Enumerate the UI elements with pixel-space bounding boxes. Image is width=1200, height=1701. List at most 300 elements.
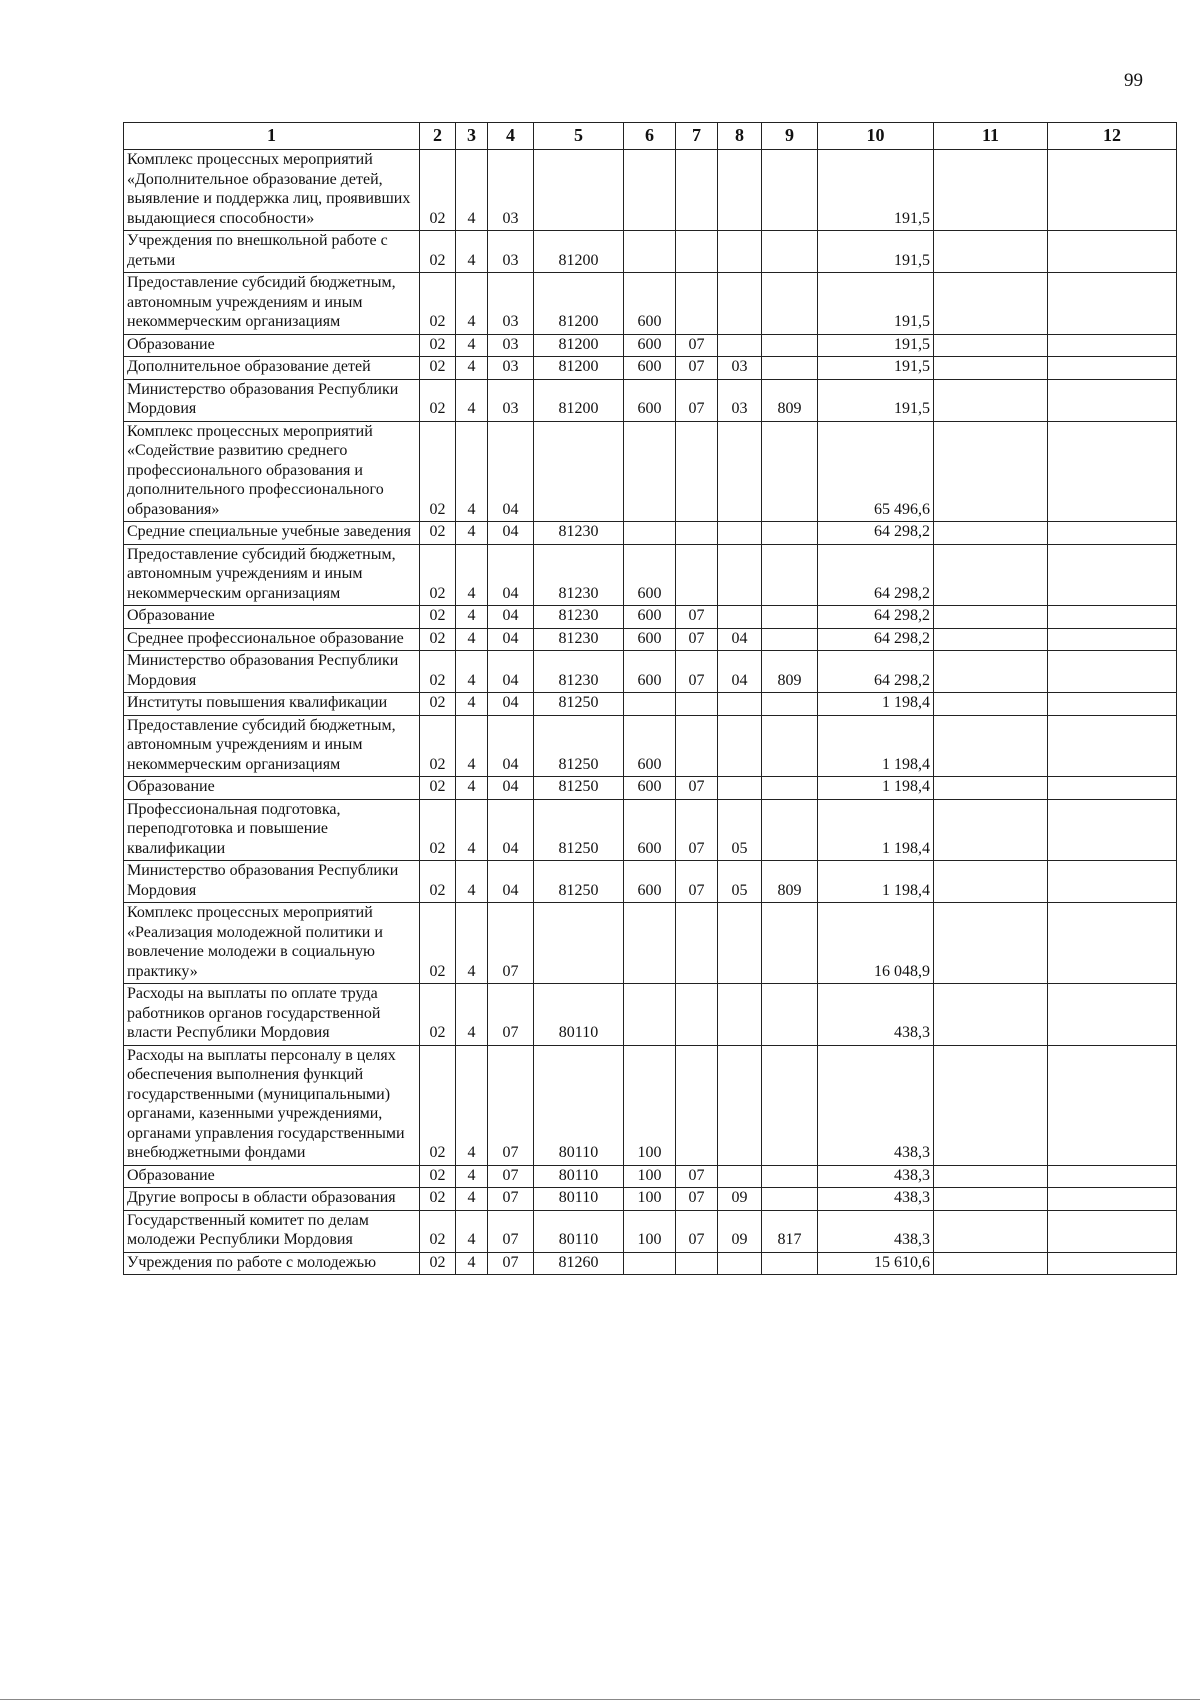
row-value-cell	[718, 1252, 762, 1275]
header-cell: 2	[420, 123, 456, 150]
row-value-cell	[676, 273, 718, 335]
row-value-cell: 07	[676, 799, 718, 861]
header-cell: 4	[488, 123, 534, 150]
row-name-cell: Расходы на выплаты персоналу в целях обеспечения выполнения функций государственными (муниципальными) органами, казенными учреждениями, органами управления государственными внебюджетными фондами	[124, 1045, 420, 1165]
row-value-cell: 600	[624, 606, 676, 629]
row-value-cell: 191,5	[818, 231, 934, 273]
row-value-cell	[762, 799, 818, 861]
row-value-cell: 438,3	[818, 1188, 934, 1211]
row-value-cell: 07	[676, 1210, 718, 1252]
row-value-cell: 81200	[534, 379, 624, 421]
row-value-cell: 02	[420, 903, 456, 984]
row-value-cell: 817	[762, 1210, 818, 1252]
row-value-cell	[934, 693, 1048, 716]
row-value-cell	[934, 357, 1048, 380]
row-value-cell: 16 048,9	[818, 903, 934, 984]
row-value-cell	[1048, 651, 1177, 693]
header-cell: 7	[676, 123, 718, 150]
row-value-cell	[1048, 379, 1177, 421]
row-name-cell: Образование	[124, 334, 420, 357]
row-value-cell: 09	[718, 1210, 762, 1252]
row-value-cell	[762, 1165, 818, 1188]
row-value-cell	[1048, 1210, 1177, 1252]
row-name-cell: Расходы на выплаты по оплате труда работников органов государственной власти Республики Мордовия	[124, 984, 420, 1046]
table-row	[124, 522, 1177, 545]
row-value-cell: 04	[488, 693, 534, 716]
row-value-cell	[762, 1045, 818, 1165]
row-value-cell: 4	[456, 799, 488, 861]
table-row	[124, 651, 1177, 693]
row-value-cell	[718, 522, 762, 545]
row-value-cell	[624, 693, 676, 716]
row-name-cell: Комплекс процессных мероприятий «Содействие развитию среднего профессионального образования и дополнительного профессионального образования»	[124, 421, 420, 522]
row-value-cell	[762, 421, 818, 522]
row-value-cell	[762, 903, 818, 984]
row-name-cell: Дополнительное образование детей	[124, 357, 420, 380]
row-value-cell: 04	[718, 651, 762, 693]
row-value-cell: 07	[488, 1165, 534, 1188]
row-name-cell: Министерство образования Республики Мордовия	[124, 379, 420, 421]
row-value-cell	[624, 231, 676, 273]
row-name-cell: Предоставление субсидий бюджетным, автономным учреждениям и иным некоммерческим организациям	[124, 544, 420, 606]
row-value-cell: 600	[624, 651, 676, 693]
row-value-cell	[676, 231, 718, 273]
row-value-cell: 600	[624, 861, 676, 903]
table-row	[124, 334, 1177, 357]
row-name-cell: Образование	[124, 606, 420, 629]
row-value-cell: 02	[420, 628, 456, 651]
row-value-cell: 81250	[534, 777, 624, 800]
table-row	[124, 861, 1177, 903]
row-value-cell	[934, 628, 1048, 651]
row-value-cell: 81230	[534, 544, 624, 606]
row-name-cell: Министерство образования Республики Мордовия	[124, 651, 420, 693]
header-cell: 9	[762, 123, 818, 150]
row-value-cell	[676, 544, 718, 606]
row-value-cell: 191,5	[818, 334, 934, 357]
row-value-cell: 02	[420, 651, 456, 693]
row-value-cell: 191,5	[818, 150, 934, 231]
row-value-cell	[934, 861, 1048, 903]
row-value-cell	[624, 421, 676, 522]
row-value-cell	[1048, 1188, 1177, 1211]
row-value-cell	[934, 903, 1048, 984]
row-value-cell	[718, 715, 762, 777]
row-value-cell: 81230	[534, 606, 624, 629]
row-value-cell	[676, 1045, 718, 1165]
row-value-cell: 02	[420, 799, 456, 861]
row-value-cell	[718, 421, 762, 522]
row-value-cell: 03	[718, 357, 762, 380]
row-value-cell: 1 198,4	[818, 693, 934, 716]
row-value-cell: 65 496,6	[818, 421, 934, 522]
header-cell: 1	[124, 123, 420, 150]
table-row	[124, 1045, 1177, 1165]
row-value-cell	[934, 1210, 1048, 1252]
row-value-cell	[934, 984, 1048, 1046]
row-value-cell: 07	[676, 1188, 718, 1211]
row-name-cell: Среднее профессиональное образование	[124, 628, 420, 651]
row-value-cell: 81250	[534, 693, 624, 716]
row-value-cell: 07	[488, 1210, 534, 1252]
row-value-cell: 100	[624, 1188, 676, 1211]
row-value-cell: 4	[456, 421, 488, 522]
row-value-cell	[1048, 1252, 1177, 1275]
row-value-cell: 07	[676, 777, 718, 800]
row-value-cell	[762, 150, 818, 231]
row-value-cell: 4	[456, 334, 488, 357]
row-value-cell	[1048, 1045, 1177, 1165]
table-row	[124, 357, 1177, 380]
row-value-cell	[718, 334, 762, 357]
row-value-cell	[676, 984, 718, 1046]
row-value-cell: 07	[488, 1045, 534, 1165]
row-value-cell	[534, 903, 624, 984]
row-value-cell: 1 198,4	[818, 715, 934, 777]
row-value-cell: 600	[624, 777, 676, 800]
row-value-cell: 03	[488, 357, 534, 380]
row-value-cell: 04	[488, 421, 534, 522]
row-value-cell: 04	[488, 777, 534, 800]
row-value-cell	[676, 421, 718, 522]
row-value-cell	[934, 544, 1048, 606]
row-value-cell: 04	[488, 861, 534, 903]
row-value-cell	[676, 693, 718, 716]
row-name-cell: Учреждения по работе с молодежью	[124, 1252, 420, 1275]
row-value-cell	[934, 1165, 1048, 1188]
row-value-cell: 02	[420, 861, 456, 903]
row-value-cell	[934, 777, 1048, 800]
row-value-cell: 02	[420, 231, 456, 273]
row-value-cell	[934, 651, 1048, 693]
row-value-cell: 600	[624, 334, 676, 357]
row-value-cell: 81260	[534, 1252, 624, 1275]
row-value-cell: 600	[624, 357, 676, 380]
row-name-cell: Образование	[124, 1165, 420, 1188]
row-value-cell: 07	[488, 1188, 534, 1211]
row-value-cell: 02	[420, 522, 456, 545]
table-row	[124, 1210, 1177, 1252]
header-row	[124, 123, 1177, 150]
table-row	[124, 715, 1177, 777]
row-value-cell: 809	[762, 861, 818, 903]
table-row	[124, 379, 1177, 421]
row-value-cell: 02	[420, 273, 456, 335]
row-value-cell	[1048, 693, 1177, 716]
row-value-cell: 07	[676, 357, 718, 380]
row-value-cell	[934, 273, 1048, 335]
row-value-cell: 4	[456, 984, 488, 1046]
row-value-cell: 4	[456, 150, 488, 231]
row-value-cell: 4	[456, 231, 488, 273]
row-value-cell	[934, 379, 1048, 421]
row-value-cell	[676, 1252, 718, 1275]
header-cell: 12	[1048, 123, 1177, 150]
row-value-cell: 64 298,2	[818, 544, 934, 606]
row-value-cell	[1048, 628, 1177, 651]
row-value-cell: 15 610,6	[818, 1252, 934, 1275]
row-name-cell: Институты повышения квалификации	[124, 693, 420, 716]
row-value-cell: 02	[420, 984, 456, 1046]
table-row	[124, 421, 1177, 522]
row-value-cell	[762, 357, 818, 380]
row-value-cell	[934, 1188, 1048, 1211]
row-name-cell: Средние специальные учебные заведения	[124, 522, 420, 545]
row-value-cell	[718, 903, 762, 984]
row-value-cell: 02	[420, 334, 456, 357]
row-name-cell: Предоставление субсидий бюджетным, автономным учреждениям и иным некоммерческим организациям	[124, 715, 420, 777]
page-number: 99	[1124, 70, 1143, 91]
row-value-cell	[934, 522, 1048, 545]
row-value-cell	[762, 715, 818, 777]
row-value-cell: 02	[420, 606, 456, 629]
row-value-cell	[1048, 421, 1177, 522]
row-value-cell	[762, 628, 818, 651]
row-value-cell: 02	[420, 544, 456, 606]
table-row	[124, 799, 1177, 861]
row-value-cell	[762, 1252, 818, 1275]
row-value-cell	[1048, 984, 1177, 1046]
row-value-cell: 4	[456, 715, 488, 777]
row-value-cell	[1048, 1165, 1177, 1188]
table-row	[124, 628, 1177, 651]
row-value-cell: 191,5	[818, 379, 934, 421]
row-value-cell: 02	[420, 693, 456, 716]
row-value-cell	[762, 693, 818, 716]
row-value-cell	[762, 334, 818, 357]
row-value-cell: 04	[488, 799, 534, 861]
row-value-cell	[718, 1045, 762, 1165]
row-value-cell: 02	[420, 379, 456, 421]
row-value-cell	[718, 606, 762, 629]
row-value-cell: 600	[624, 628, 676, 651]
row-value-cell: 4	[456, 693, 488, 716]
table-row	[124, 1252, 1177, 1275]
row-value-cell: 02	[420, 421, 456, 522]
row-value-cell	[934, 231, 1048, 273]
table-row	[124, 231, 1177, 273]
row-value-cell	[762, 984, 818, 1046]
row-value-cell	[762, 606, 818, 629]
header-cell: 8	[718, 123, 762, 150]
row-value-cell	[934, 1252, 1048, 1275]
row-value-cell: 03	[488, 379, 534, 421]
row-value-cell: 02	[420, 1045, 456, 1165]
row-value-cell	[1048, 861, 1177, 903]
row-value-cell: 02	[420, 1210, 456, 1252]
row-value-cell	[934, 606, 1048, 629]
header-cell: 11	[934, 123, 1048, 150]
row-value-cell	[1048, 150, 1177, 231]
row-value-cell	[1048, 777, 1177, 800]
row-value-cell: 1 198,4	[818, 777, 934, 800]
row-value-cell: 81230	[534, 651, 624, 693]
row-value-cell: 05	[718, 861, 762, 903]
row-value-cell: 02	[420, 1165, 456, 1188]
row-value-cell	[762, 273, 818, 335]
row-value-cell: 03	[718, 379, 762, 421]
row-value-cell: 191,5	[818, 357, 934, 380]
row-value-cell: 09	[718, 1188, 762, 1211]
header-cell: 3	[456, 123, 488, 150]
row-value-cell: 04	[718, 628, 762, 651]
row-value-cell: 191,5	[818, 273, 934, 335]
row-value-cell: 81230	[534, 628, 624, 651]
row-value-cell: 04	[488, 651, 534, 693]
row-value-cell	[762, 544, 818, 606]
row-value-cell: 600	[624, 715, 676, 777]
row-value-cell	[718, 1165, 762, 1188]
row-value-cell	[762, 231, 818, 273]
row-value-cell: 438,3	[818, 984, 934, 1046]
row-value-cell	[624, 150, 676, 231]
row-value-cell: 4	[456, 1165, 488, 1188]
row-value-cell	[934, 715, 1048, 777]
row-value-cell: 4	[456, 861, 488, 903]
row-value-cell: 03	[488, 231, 534, 273]
row-value-cell: 4	[456, 1210, 488, 1252]
row-value-cell: 81230	[534, 522, 624, 545]
row-name-cell: Государственный комитет по делам молодежи Республики Мордовия	[124, 1210, 420, 1252]
row-value-cell: 4	[456, 1252, 488, 1275]
row-value-cell: 81200	[534, 357, 624, 380]
row-value-cell	[1048, 606, 1177, 629]
row-value-cell	[718, 273, 762, 335]
row-name-cell: Комплекс процессных мероприятий «Дополнительное образование детей, выявление и поддержка лиц, проявивших выдающиеся способности»	[124, 150, 420, 231]
row-value-cell	[624, 984, 676, 1046]
row-value-cell	[762, 777, 818, 800]
row-value-cell: 4	[456, 379, 488, 421]
row-value-cell: 64 298,2	[818, 628, 934, 651]
row-value-cell: 03	[488, 334, 534, 357]
row-value-cell: 4	[456, 606, 488, 629]
row-value-cell: 81250	[534, 799, 624, 861]
row-value-cell: 07	[676, 379, 718, 421]
row-value-cell: 80110	[534, 1188, 624, 1211]
row-name-cell: Профессиональная подготовка, переподготовка и повышение квалификации	[124, 799, 420, 861]
row-value-cell	[1048, 799, 1177, 861]
row-value-cell: 04	[488, 715, 534, 777]
table-row	[124, 693, 1177, 716]
row-value-cell: 4	[456, 357, 488, 380]
row-value-cell: 02	[420, 715, 456, 777]
row-value-cell: 80110	[534, 984, 624, 1046]
row-value-cell: 07	[488, 984, 534, 1046]
row-value-cell: 07	[488, 1252, 534, 1275]
row-value-cell: 80110	[534, 1045, 624, 1165]
row-value-cell: 81250	[534, 861, 624, 903]
row-name-cell: Предоставление субсидий бюджетным, автономным учреждениям и иным некоммерческим организациям	[124, 273, 420, 335]
row-value-cell: 600	[624, 379, 676, 421]
row-value-cell: 100	[624, 1045, 676, 1165]
row-value-cell	[934, 334, 1048, 357]
row-value-cell: 100	[624, 1210, 676, 1252]
row-value-cell: 04	[488, 544, 534, 606]
row-value-cell: 07	[676, 861, 718, 903]
table-body	[124, 150, 1177, 1275]
row-value-cell: 438,3	[818, 1165, 934, 1188]
row-value-cell: 03	[488, 150, 534, 231]
row-value-cell	[1048, 903, 1177, 984]
bottom-divider	[0, 1699, 1200, 1700]
row-value-cell: 4	[456, 628, 488, 651]
table-row	[124, 273, 1177, 335]
row-value-cell	[934, 150, 1048, 231]
row-value-cell	[676, 150, 718, 231]
header-cell: 6	[624, 123, 676, 150]
row-value-cell: 07	[676, 334, 718, 357]
row-value-cell: 4	[456, 903, 488, 984]
row-value-cell: 438,3	[818, 1045, 934, 1165]
row-value-cell: 81200	[534, 231, 624, 273]
row-value-cell	[624, 522, 676, 545]
row-value-cell	[624, 1252, 676, 1275]
row-value-cell	[624, 903, 676, 984]
row-value-cell: 80110	[534, 1210, 624, 1252]
row-value-cell: 81200	[534, 273, 624, 335]
row-value-cell	[762, 1188, 818, 1211]
row-value-cell	[534, 421, 624, 522]
row-value-cell: 02	[420, 150, 456, 231]
row-value-cell: 4	[456, 777, 488, 800]
row-name-cell: Комплекс процессных мероприятий «Реализация молодежной политики и вовлечение молодежи в социальную практику»	[124, 903, 420, 984]
row-value-cell: 4	[456, 1045, 488, 1165]
row-value-cell: 07	[676, 651, 718, 693]
row-value-cell: 809	[762, 651, 818, 693]
row-value-cell	[534, 150, 624, 231]
row-value-cell	[1048, 357, 1177, 380]
row-value-cell: 64 298,2	[818, 606, 934, 629]
row-value-cell	[934, 799, 1048, 861]
row-value-cell	[718, 984, 762, 1046]
row-value-cell: 07	[488, 903, 534, 984]
table-row	[124, 984, 1177, 1046]
row-value-cell	[1048, 334, 1177, 357]
row-value-cell: 02	[420, 357, 456, 380]
row-value-cell: 809	[762, 379, 818, 421]
table-row	[124, 544, 1177, 606]
table-row	[124, 150, 1177, 231]
table-row	[124, 606, 1177, 629]
row-value-cell: 1 198,4	[818, 799, 934, 861]
row-value-cell: 4	[456, 273, 488, 335]
row-value-cell: 600	[624, 799, 676, 861]
row-value-cell	[676, 522, 718, 545]
row-value-cell	[718, 777, 762, 800]
row-value-cell: 04	[488, 522, 534, 545]
row-name-cell: Министерство образования Республики Мордовия	[124, 861, 420, 903]
row-value-cell: 02	[420, 777, 456, 800]
row-value-cell: 64 298,2	[818, 522, 934, 545]
row-value-cell: 4	[456, 1188, 488, 1211]
row-value-cell	[934, 421, 1048, 522]
header-cell: 10	[818, 123, 934, 150]
row-value-cell: 02	[420, 1188, 456, 1211]
row-value-cell	[718, 544, 762, 606]
row-value-cell	[676, 903, 718, 984]
row-value-cell	[718, 693, 762, 716]
row-value-cell: 81250	[534, 715, 624, 777]
row-value-cell: 4	[456, 544, 488, 606]
row-value-cell	[1048, 715, 1177, 777]
row-value-cell	[762, 522, 818, 545]
row-value-cell	[718, 231, 762, 273]
row-value-cell: 438,3	[818, 1210, 934, 1252]
row-value-cell: 04	[488, 628, 534, 651]
row-value-cell	[1048, 544, 1177, 606]
row-name-cell: Другие вопросы в области образования	[124, 1188, 420, 1211]
table-row	[124, 1188, 1177, 1211]
